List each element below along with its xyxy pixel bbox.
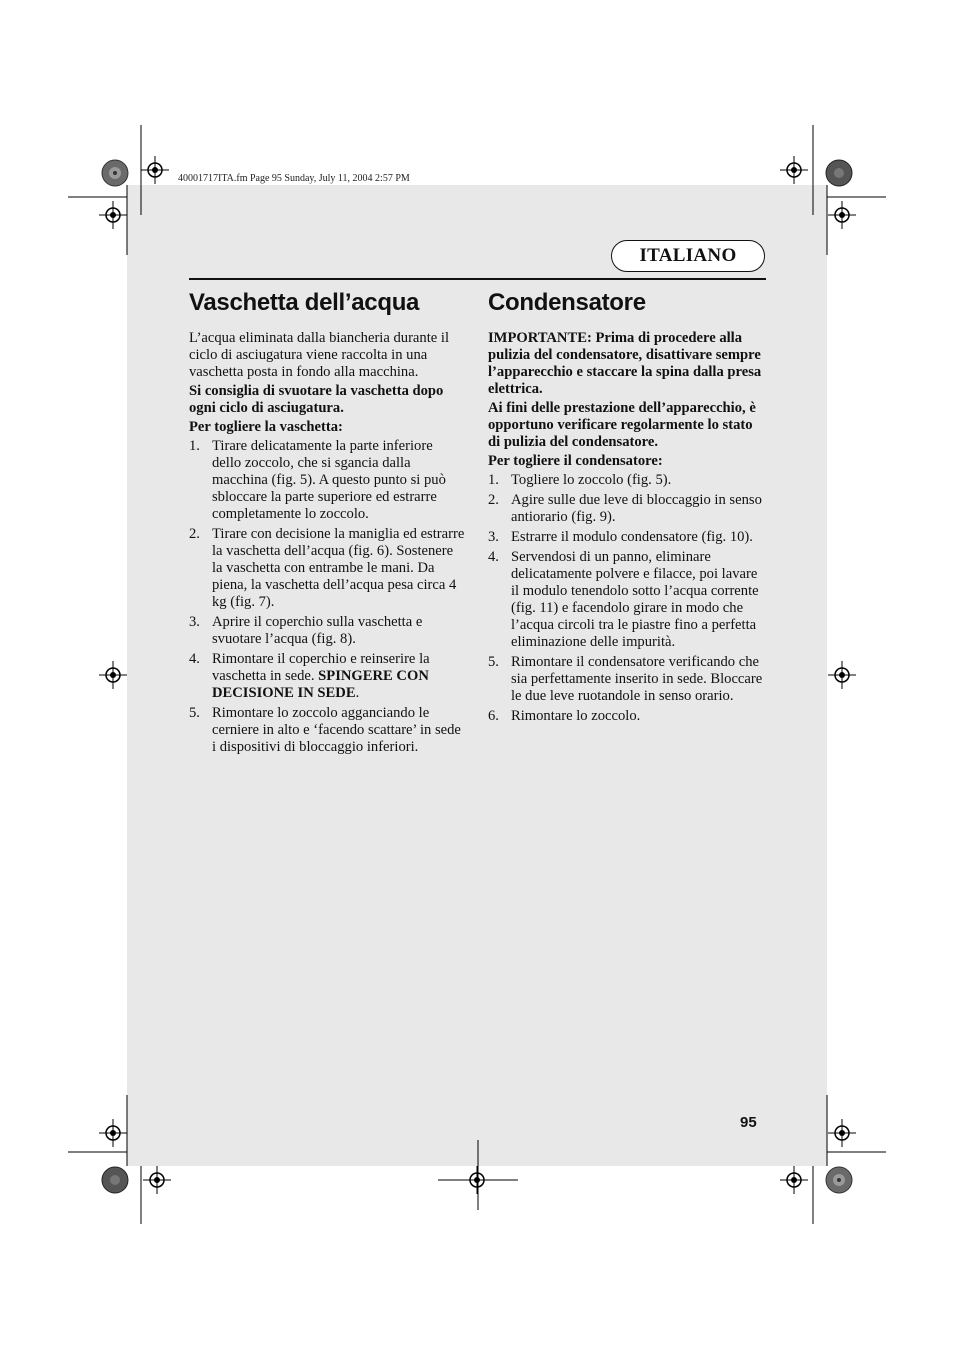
left-column xyxy=(189,288,465,759)
section-rule xyxy=(189,278,766,280)
registration-mark-icon xyxy=(828,201,856,229)
steps-subheading: Per togliere il condensatore: xyxy=(488,453,663,469)
list-item: 6. Rimontare lo zoccolo. xyxy=(488,708,641,724)
intro-paragraph: L’acqua eliminata dalla biancheria durante il ciclo di asciugatura viene raccolta in una vaschetta posta in fondo alla macchina. xyxy=(189,330,450,380)
advice-paragraph: Ai fini delle prestazione dell’apparecchio, è opportuno verificare regolarmente lo stato di pulizia del condensatore. xyxy=(488,400,756,450)
registration-mark-icon xyxy=(828,1119,856,1147)
registration-mark-icon xyxy=(99,201,127,229)
list-item: 4. Servendosi di un panno, eliminare delicatamente polvere e filacce, poi lavare il modulo tenendolo sotto l’acqua corrente (fig. 11) e facendolo girare in modo che l’acqua circoli tra le piastre fino a perfetta eliminazione delle impurità. xyxy=(488,549,759,650)
list-item: 1. Togliere lo zoccolo (fig. 5). xyxy=(488,472,672,488)
registration-mark-icon xyxy=(780,156,808,184)
file-header: 40001717ITA.fm Page 95 Sunday, July 11, 2004 2:57 PM xyxy=(178,173,410,184)
registration-mark-icon xyxy=(99,661,127,689)
page-number: 95 xyxy=(740,1114,757,1131)
registration-mark-icon xyxy=(828,661,856,689)
calibration-disc-icon xyxy=(825,1166,853,1194)
list-item: 1. Tirare delicatamente la parte inferiore dello zoccolo, che si sgancia dalla macchina (fig. 5). A questo punto si può sbloccare la parte superiore ed estrarre completamente lo zoccolo. xyxy=(189,438,446,522)
registration-line-icon xyxy=(438,1140,518,1220)
important-paragraph: IMPORTANTE: Prima di procedere alla pulizia del condensatore, disattivare sempre l’apparecchio e staccare la spina dalla presa elettrica. xyxy=(488,330,762,397)
list-item: 2. Tirare con decisione la maniglia ed estrarre la vaschetta dell’acqua (fig. 6). Sostenere la vaschetta con entrambe le mani. Da piena, la vaschetta dell’acqua pesa circa 4 kg (fig. 7). xyxy=(189,526,465,610)
steps-subheading: Per togliere la vaschetta: xyxy=(189,419,343,435)
advice-paragraph: Si consiglia di svuotare la vaschetta dopo ogni ciclo di asciugatura. xyxy=(189,383,444,416)
calibration-disc-icon xyxy=(101,1166,129,1194)
registration-mark-icon xyxy=(780,1166,808,1194)
list-item: 2. Agire sulle due leve di bloccaggio in senso antiorario (fig. 9). xyxy=(488,492,762,525)
calibration-disc-icon xyxy=(101,159,129,187)
registration-mark-icon xyxy=(141,156,169,184)
list-item: 5. Rimontare il condensatore verificando che sia perfettamente inserito in sede. Bloccare le due leve ruotandole in senso orario. xyxy=(488,654,763,704)
steps-list xyxy=(488,472,764,725)
registration-mark-icon xyxy=(143,1166,171,1194)
right-column xyxy=(488,288,764,728)
calibration-disc-icon xyxy=(825,159,853,187)
section-title-water-tank: Vaschetta dell’acqua xyxy=(189,289,420,316)
registration-mark-icon xyxy=(99,1119,127,1147)
list-item: 4. Rimontare il coperchio e reinserire la vaschetta in sede. SPINGERE CON DECISIONE IN SEDE. xyxy=(189,651,430,701)
steps-list xyxy=(189,438,465,756)
list-item: 5. Rimontare lo zoccolo agganciando le cerniere in alto e ‘facendo scattare’ in sede i dispositivi di bloccaggio inferiori. xyxy=(189,705,461,755)
emphasis-text: SPINGERE CON DECISIONE IN SEDE xyxy=(212,668,429,701)
language-badge: ITALIANO xyxy=(611,240,765,272)
list-item: 3. Estrarre il modulo condensatore (fig. 10). xyxy=(488,529,753,545)
section-title-condenser: Condensatore xyxy=(488,289,646,316)
list-item: 3. Aprire il coperchio sulla vaschetta e svuotare l’acqua (fig. 8). xyxy=(189,614,423,647)
